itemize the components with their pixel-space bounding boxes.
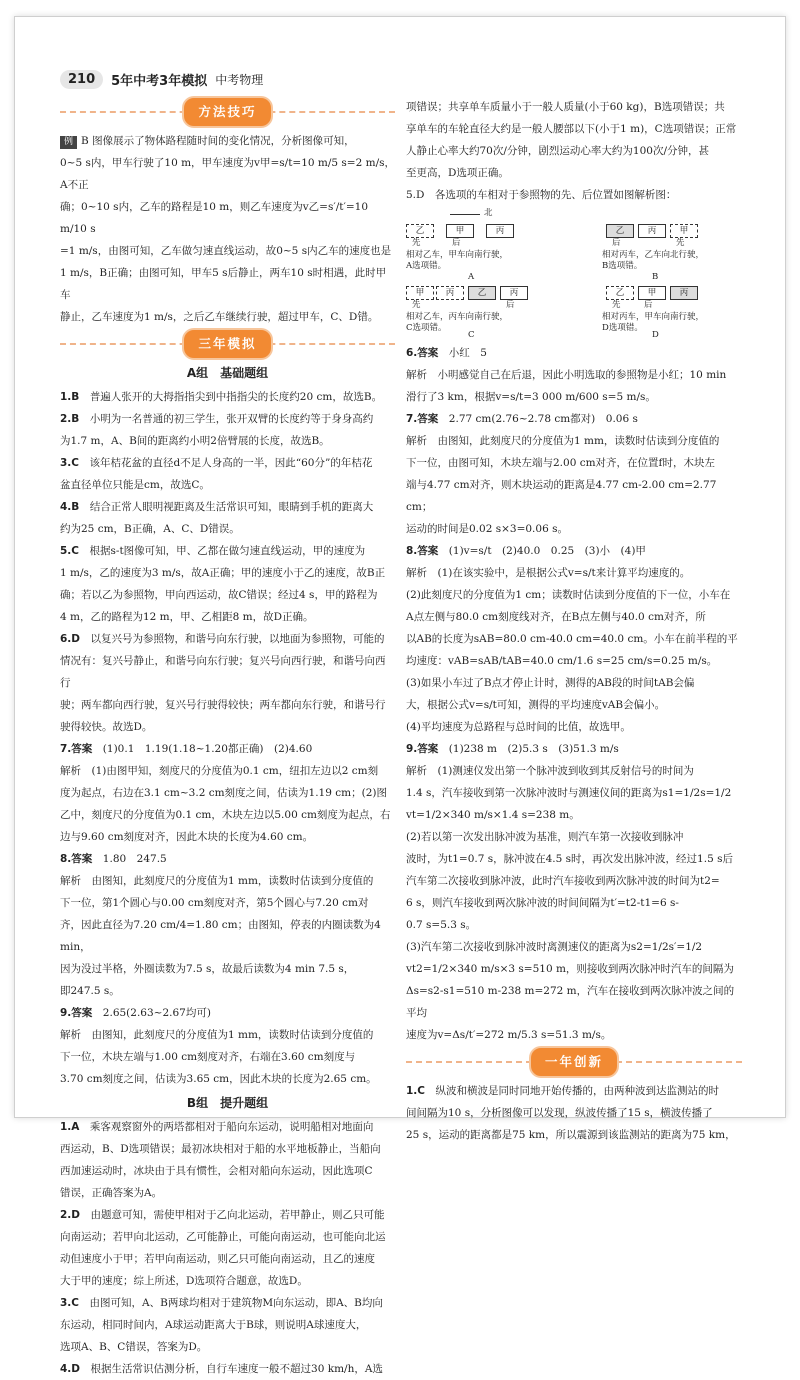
- item-line: 2.D 由题意可知，需使甲相对于乙向北运动，若甲静止，则乙只可能: [60, 1209, 385, 1221]
- group-a-items: [60, 386, 395, 1090]
- diagram-c-jia: 甲: [406, 286, 434, 300]
- diagram-c-yi: 乙: [468, 286, 496, 300]
- item-line: 25 s，运动的距离都是75 km，所以震源到该监测站的距离为75 km，: [406, 1129, 736, 1141]
- item-line: vt2=1/2×340 m/s×3 s=510 m，则接收到两次脉冲时汽车的间隔为: [406, 963, 734, 975]
- item-line: 约为25 cm，B正确，A、C、D错误。: [60, 523, 240, 535]
- item-number: 1.A: [60, 1121, 80, 1133]
- item-line: 4.D 根据生活常识估测分析，自行车速度一般不超过30 km/h，A选: [60, 1363, 383, 1375]
- item-line: 7.答案 (1)0.1 1.19(1.18~1.20都正确) (2)4.60: [60, 743, 313, 755]
- item-line: 4.B 结合正常人眼明视距离及生活常识可知，眼睛到手机的距离大: [60, 501, 374, 513]
- item-line: 下一位，由图可知，木块左端与2.00 cm对齐，在位置f时，木块左: [406, 457, 715, 469]
- item-number: 4.D: [60, 1363, 81, 1375]
- item-line: 4 m，乙的路程为12 m，甲、乙相距8 m，故D正确。: [60, 611, 314, 623]
- item-line: 驶得较快。故选D。: [60, 721, 153, 733]
- diagram-a-jia: 甲: [446, 224, 474, 238]
- diagram-b-jia: 甲: [670, 224, 698, 238]
- item-line: 选项A、B、C错误，答案为D。: [60, 1341, 208, 1353]
- item-line: 大于甲的速度；综上所述，D选项符合题意，故选D。: [60, 1275, 308, 1287]
- item-number: 9.答案: [406, 743, 439, 755]
- text-line: 静止，乙车速度为1 m/s，之后乙车继续行驶，超过甲车，C、D错。: [60, 311, 379, 323]
- item-number: 2.D: [60, 1209, 81, 1221]
- item-line: 1.A 乘客观察窗外的两塔都相对于船向东运动，说明船相对地面向: [60, 1121, 374, 1133]
- item-line: A点左侧与80.0 cm刻度线对齐，在B点左侧与40.0 cm对齐，所: [406, 611, 706, 623]
- item-line: 解析 (1)测速仪发出第一个脉冲波到收到其反射信号的时间为: [406, 765, 694, 777]
- item-line: 因为没过半格，外圈读数为7.5 s，故最后读数为4 min 7.5 s，: [60, 963, 355, 975]
- item-line: 度为起点，右边在3.1 cm~3.2 cm刻度之间，估读为1.19 cm；(2)图: [60, 787, 387, 799]
- item-line: 8.答案 (1)v=s/t (2)40.0 0.25 (3)小 (4)甲: [406, 545, 646, 557]
- item-number: 2.B: [60, 413, 80, 425]
- item-line: (4)平均速度为总路程与总时间的比值，故选甲。: [406, 721, 631, 733]
- text-line: =1 m/s，由图可知，乙车做匀速直线运动，故0~5 s内乙车的速度也是: [60, 245, 392, 257]
- item-line: 西运动，B、D选项错误；最初冰块相对于船的水平地板静止，当船向: [60, 1143, 381, 1155]
- diagram-b-yi: 乙: [606, 224, 634, 238]
- group-b-title: B组 提升题组: [186, 1096, 269, 1110]
- diagram-b-bing: 丙: [638, 224, 666, 238]
- item-line: 解析 由图知，此刻度尺的分度值为1 mm，读数时估读到分度值的: [60, 875, 374, 887]
- item-line: 下一位，第1个圆心与0.00 cm刻度对齐，第5个圆心与7.20 cm对: [60, 897, 369, 909]
- page-header: [60, 68, 263, 90]
- item-number: 6.答案: [406, 347, 439, 359]
- item-line: 滑行了3 km，根据v=s/t=3 000 m/600 s=5 m/s。: [406, 391, 656, 403]
- item-line: (3)汽车第二次接收到脉冲波时离测速仪的距离为s2=1/2s′=1/2: [406, 941, 703, 953]
- item-line: 1.B 普遍人张开的大拇指指尖到中指指尖的长度约20 cm，故选B。: [60, 391, 383, 403]
- item-line: 9.答案 (1)238 m (2)5.3 s (3)51.3 m/s: [406, 743, 619, 755]
- book-subtitle: 中考物理: [215, 72, 264, 87]
- item-line: 汽车第二次接收到脉冲波，此时汽车接收到两次脉冲波的时间为t2=: [406, 875, 720, 887]
- item-number: 4.B: [60, 501, 80, 513]
- item-line: 乙中，刻度尺的分度值为0.1 cm，木块左边以5.00 cm刻度为起点，右: [60, 809, 391, 821]
- item-number: 7.答案: [406, 413, 439, 425]
- diagram-a-bing: 丙: [486, 224, 514, 238]
- item-line: 运动的时间是0.02 s×3=0.06 s。: [406, 523, 568, 535]
- text-line: 确；0~10 s内，乙车的路程是10 m，则乙车速度为v乙=s′/t′=10 m/10 s: [60, 201, 369, 235]
- banner-method: 方法技巧: [60, 99, 395, 125]
- text-line: 1 m/s，B正确；由图可知，甲车5 s后静止，两车10 s时相遇，此时甲车: [60, 267, 387, 301]
- item-line: vt=1/2×340 m/s×1.4 s=238 m。: [406, 809, 580, 821]
- text-line: 人静止心率大约70次/分钟，剧烈运动心率大约为100次/分钟，甚: [406, 145, 709, 157]
- item-line: 解析 (1)由图甲知，刻度尺的分度值为0.1 cm，纽扣左边以2 cm刻: [60, 765, 379, 777]
- item-line: 东运动，相同时间内，A球运动距离大于B球，则说明A球速度大，: [60, 1319, 367, 1331]
- item-line: 即247.5 s。: [60, 985, 120, 997]
- item-line: 3.C 由图可知，A、B两球均相对于建筑物M向东运动，即A、B均向: [60, 1297, 383, 1309]
- item-line: 确；若以乙为参照物，甲向西运动，故C错误；经过4 s，甲的路程为: [60, 589, 378, 601]
- item-line: 为1.7 m，A、B间的距离约小明2倍臂展的长度，故选B。: [60, 435, 330, 447]
- diagram-d-jia: 甲: [638, 286, 666, 300]
- item-line: 间间隔为10 s，分析图像可以发现，纵波传播了15 s，横波传播了: [406, 1107, 713, 1119]
- item-number: 8.答案: [60, 853, 93, 865]
- item-line: (2)此刻度尺的分度值为1 cm；读数时估读到分度值的下一位，小车在: [406, 589, 731, 601]
- diagram-d-yi: 乙: [606, 286, 634, 300]
- item-line: 5.C 根据s-t图像可知，甲、乙都在做匀速直线运动，甲的速度为: [60, 545, 366, 557]
- page-number: 210: [60, 70, 103, 89]
- item-line: 边与9.60 cm刻度对齐，因此木块的长度为4.60 cm。: [60, 831, 314, 843]
- item-number: 3.C: [60, 457, 80, 469]
- left-column: [60, 96, 395, 1380]
- item-line: 解析 (1)在该实验中，是根据公式v=s/t来计算平均速度的。: [406, 567, 691, 579]
- item-number: 5.C: [60, 545, 80, 557]
- item-line: 端与4.77 cm对齐，则木块运动的距离是4.77 cm-2.00 cm=2.77 cm；: [406, 479, 717, 513]
- item-line: 情况有：复兴号静止，和谐号向东行驶；复兴号向西行驶，和谐号向西行: [60, 655, 386, 689]
- diagram-a-yi: 乙: [406, 224, 434, 238]
- banner-three-years: 三年模拟: [60, 331, 395, 357]
- item-line: 6.D 以复兴号为参照物，和谐号向东行驶，以地面为参照物，可能的: [60, 633, 385, 645]
- item-line: 速度为v=Δs/t′=272 m/5.3 s=51.3 m/s。: [406, 1029, 612, 1041]
- group-a-title: A组 基础题组: [186, 366, 269, 380]
- item-line: 解析 小明感觉自己在后退，因此小明选取的参照物是小红；10 min: [406, 369, 727, 381]
- item-line: 8.答案 1.80 247.5: [60, 853, 167, 865]
- item-line: 错误，正确答案为A。: [60, 1187, 163, 1199]
- item-line: 向南运动；若甲向北运动，乙可能静止，可能向南运动，也可能向北运: [60, 1231, 386, 1243]
- innovation-items: [406, 1080, 742, 1146]
- example-tag: 例: [60, 136, 77, 149]
- item-number: 7.答案: [60, 743, 93, 755]
- item-line: 驶；两车都向西行驶，复兴号行驶得较快；两车都向东行驶，和谐号行: [60, 699, 386, 711]
- item-number: 1.B: [60, 391, 80, 403]
- item-line: (3)如果小车过了B点才停止计时，测得的AB段的时间tAB会偏: [406, 677, 695, 689]
- text-line: 享单车的车轮直径大约是一般人腰部以下(小于1 m)，C选项错误；正常: [406, 123, 737, 135]
- item-number: 9.答案: [60, 1007, 93, 1019]
- text-line: 至更高，D选项正确。: [406, 167, 509, 179]
- text-line: 项错误；共享单车质量小于一般人质量(小于60 kg)，B选项错误；共: [406, 101, 725, 113]
- diagram-c-bing2: 丙: [500, 286, 528, 300]
- item-line: (2)若以第一次发出脉冲波为基准，则汽车第一次接收到脉冲: [406, 831, 684, 843]
- item-line: 3.70 cm刻度之间，估读为3.65 cm，因此木块的长度为2.65 cm。: [60, 1073, 377, 1085]
- example-block: [60, 130, 395, 328]
- right-items: [406, 342, 742, 1046]
- item-line: 解析 由图知，此刻度尺的分度值为1 mm，读数时估读到分度值的: [406, 435, 720, 447]
- continued-text: [406, 96, 742, 184]
- item-line: 波时，为t1=0.7 s，脉冲波在4.5 s时，再次发出脉冲波，经过1.5 s后: [406, 853, 733, 865]
- text-line: 0~5 s内，甲车行驶了10 m，甲车速度为v甲=s/t=10 m/5 s=2 m/s，A不正: [60, 157, 396, 191]
- item-line: 7.答案 2.77 cm(2.76~2.78 cm都对) 0.06 s: [406, 413, 638, 425]
- item-line: 3.C 该年桔花盆的直径d不足人身高的一半，因此“60分”的年桔花: [60, 457, 373, 469]
- item-line: 解析 由图知，此刻度尺的分度值为1 mm，读数时估读到分度值的: [60, 1029, 374, 1041]
- banner-innovation: 一年创新: [406, 1049, 742, 1075]
- item-line: 2.B 小明为一名普通的初三学生，张开双臂的长度约等于身身高约: [60, 413, 374, 425]
- item-line: 下一位，木块左端与1.00 cm刻度对齐，右端在3.60 cm刻度与: [60, 1051, 356, 1063]
- item-line: 9.答案 2.65(2.63~2.67均可): [60, 1007, 211, 1019]
- book-title: 5年中考3年模拟: [111, 73, 208, 89]
- item-line: 西加速运动时，冰块由于具有惯性，会相对船向东运动，因此选项C: [60, 1165, 373, 1177]
- item-number: 1.C: [406, 1085, 426, 1097]
- diagram-c-bing: 丙: [436, 286, 464, 300]
- diagram-d-bing: 丙: [670, 286, 698, 300]
- item-line: 齐，因此直径为7.20 cm/4=1.80 cm；由图知，停表的内圈读数为4 min，: [60, 919, 381, 953]
- right-column: [406, 96, 742, 1146]
- item-line: 1.4 s，汽车接收到第一次脉冲波时与测速仪间的距离为s1=1/2s=1/2: [406, 787, 732, 799]
- item-line: 1 m/s，乙的速度为3 m/s，故A正确；甲的速度小于乙的速度，故B正: [60, 567, 386, 579]
- text-line: 例 B 图像展示了物体路程随时间的变化情况，分析图像可知，: [60, 130, 395, 152]
- item-line: 6.答案 小红 5: [406, 347, 487, 359]
- item-line: 1.C 纵波和横波是同时同地开始传播的，由两种波到达监测站的时: [406, 1085, 720, 1097]
- position-diagram: 北 乙 甲 丙 先 后 相对乙车，甲车向南行驶， A选项错。 A 乙 丙 甲 后 先 相对丙车，乙车向北行驶， B选项错。 B 甲 丙 乙 丙 先 后 相对乙车，丙车向南行驶， C选项错。 C 乙 甲 丙 先 后 相对丙车，甲车向南行驶， D选项错。 D: [406, 208, 705, 340]
- item-5-head: 5.D 各选项的车相对于参照物的先、后位置如图解析图：: [406, 189, 677, 201]
- item-line: 均速度：vAB=sAB/tAB=40.0 cm/1.6 s=25 cm/s=0.25 m/s。: [406, 655, 718, 667]
- item-line: 0.7 s=5.3 s。: [406, 919, 477, 931]
- item-number: 6.D: [60, 633, 81, 645]
- item-line: 动但速度小于甲；若甲向南运动，则乙只可能向南运动，且乙的速度: [60, 1253, 375, 1265]
- item-line: 大，根据公式v=s/t可知，测得的平均速度vAB会偏小。: [406, 699, 666, 711]
- item-number: 8.答案: [406, 545, 439, 557]
- item-line: 盆直径单位只能是cm，故选C。: [60, 479, 210, 491]
- item-number: 3.C: [60, 1297, 80, 1309]
- item-line: 以AB的长度为sAB=80.0 cm-40.0 cm=40.0 cm。小车在前半程的平: [406, 633, 738, 645]
- group-b-items: [60, 1116, 395, 1380]
- item-line: Δs=s2-s1=510 m-238 m=272 m，汽车在接收到两次脉冲波之间的平均: [406, 985, 735, 1019]
- item-line: 6 s，则汽车接收到两次脉冲波的时间间隔为t′=t2-t1=6 s-: [406, 897, 679, 909]
